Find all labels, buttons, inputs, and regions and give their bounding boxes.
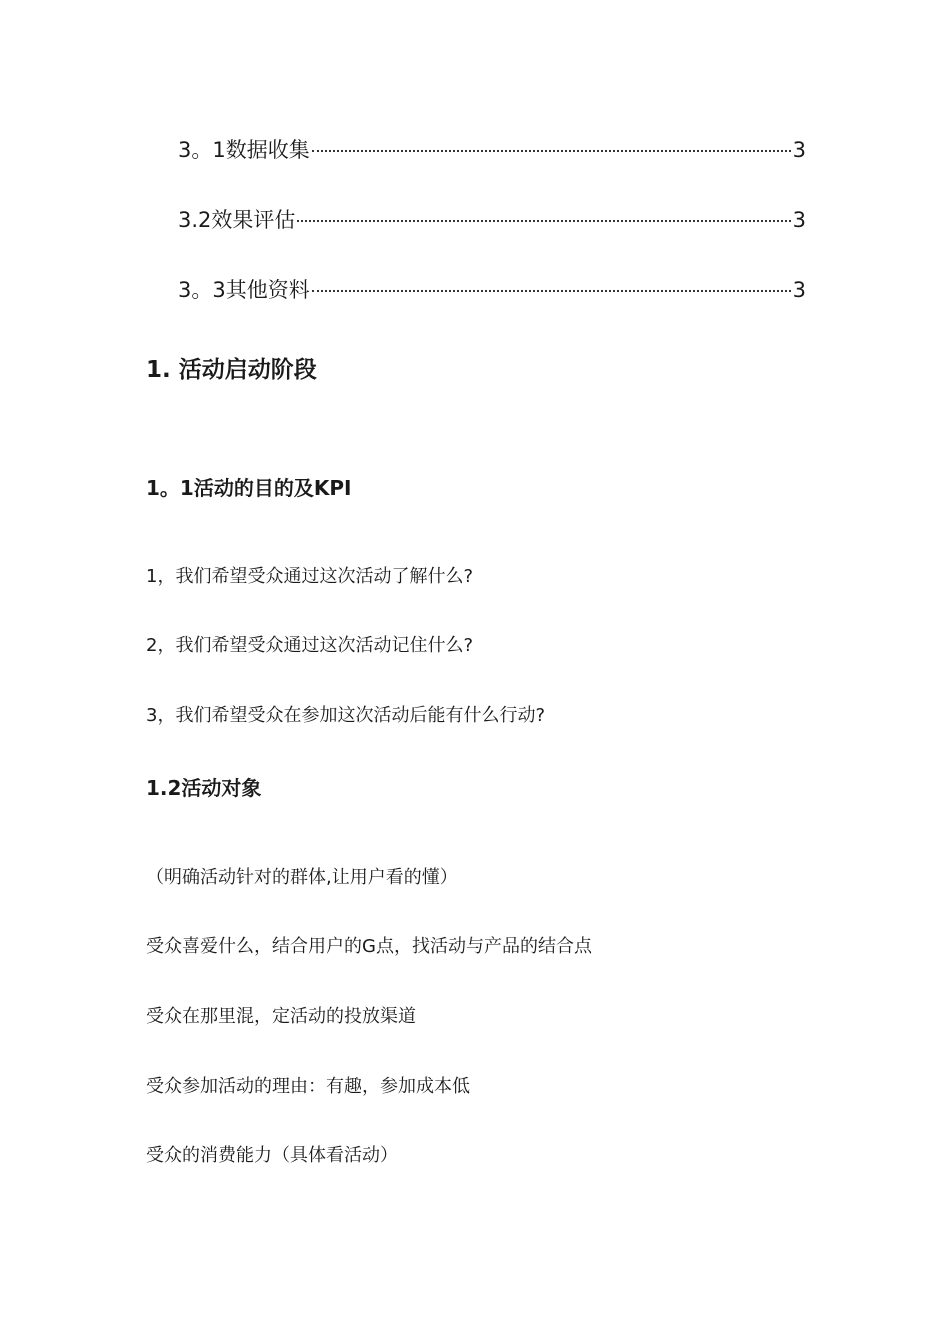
toc-entry-label: 3。3其他资料 [178, 278, 310, 302]
toc-entry[interactable] [178, 206, 806, 234]
list-item: 受众的消费能力（具体看活动） [146, 1145, 398, 1166]
toc-entry-page: 3 [792, 278, 806, 302]
toc-entry-page: 3 [792, 208, 806, 232]
list-item: 受众参加活动的理由：有趣，参加成本低 [146, 1076, 470, 1097]
toc-entry[interactable] [178, 136, 806, 164]
toc-entry-label: 3。1数据收集 [178, 138, 310, 162]
list-item: 2，我们希望受众通过这次活动记住什么? [146, 635, 474, 656]
toc-dot-leader [312, 290, 791, 292]
toc-entry[interactable] [178, 276, 806, 304]
toc-entry-label: 3.2效果评估 [178, 208, 296, 232]
subsection-heading: 1.2活动对象 [146, 776, 262, 800]
list-item: 1，我们希望受众通过这次活动了解什么? [146, 566, 474, 587]
toc-entry-page: 3 [792, 138, 806, 162]
list-item: 3，我们希望受众在参加这次活动后能有什么行动? [146, 705, 546, 726]
toc-dot-leader [312, 150, 791, 152]
subsection-heading: 1。1活动的目的及KPI [146, 476, 352, 500]
paragraph-note: （明确活动针对的群体,让用户看的懂） [146, 867, 458, 888]
list-item: 受众喜爱什么，结合用户的G点，找活动与产品的结合点 [146, 936, 592, 957]
section-heading: 1. 活动启动阶段 [146, 357, 317, 383]
toc-dot-leader [297, 220, 790, 222]
list-item: 受众在那里混，定活动的投放渠道 [146, 1006, 416, 1027]
